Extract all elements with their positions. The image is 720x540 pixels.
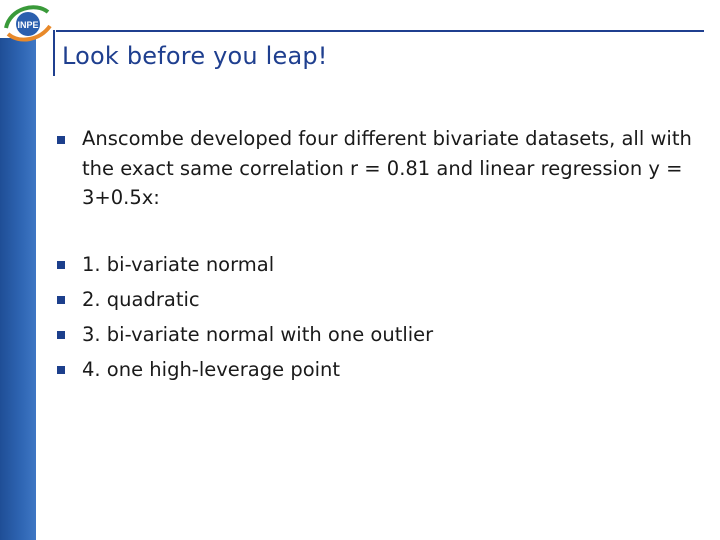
square-bullet-icon: [57, 261, 65, 269]
square-bullet-icon: [57, 366, 65, 374]
slide-title: Look before you leap!: [62, 42, 328, 70]
square-bullet-icon: [57, 136, 65, 144]
list-item-2: 2. quadratic: [82, 288, 200, 311]
list-item-1: 1. bi-variate normal: [82, 253, 275, 276]
logo-text: INPE: [17, 20, 39, 30]
sidebar-band: [0, 38, 36, 540]
square-bullet-icon: [57, 296, 65, 304]
list-item-4: 4. one high-leverage point: [82, 358, 341, 381]
inpe-logo-icon: [0, 0, 56, 48]
list-item-3: 3. bi-variate normal with one outlier: [82, 323, 434, 346]
square-bullet-icon: [57, 331, 65, 339]
title-vertical-rule: [53, 30, 55, 76]
title-underline: [56, 30, 704, 32]
intro-paragraph: Anscombe developed four different bivariate datasets, all with the exact same correlation r = 0.81 and linear regression y = 3+0.5x:: [82, 127, 692, 209]
